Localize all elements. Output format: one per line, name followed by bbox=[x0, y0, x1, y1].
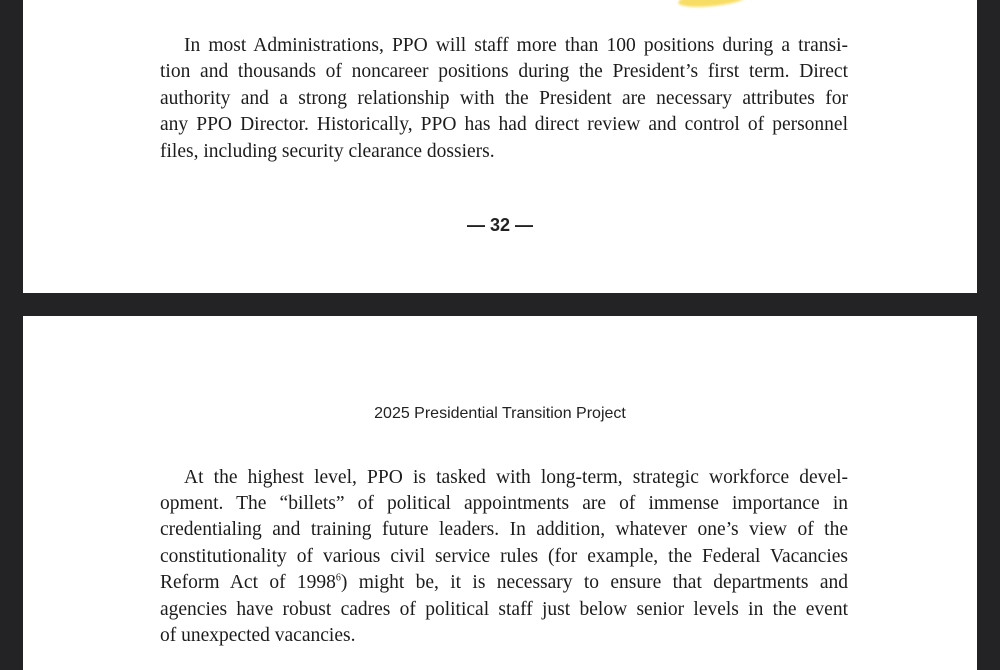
line-start: Reform Act of 1998 bbox=[160, 572, 336, 593]
paragraph-line: In most Administrations, PPO will staff more than 100 positions during a transi- bbox=[184, 35, 848, 56]
paragraph-line: constitutionality of various civil service rules (for example, the Federal Vacancies bbox=[160, 546, 848, 567]
paragraph-line: authority and a strong relationship with the President are necessary attributes for bbox=[160, 88, 848, 109]
paragraph-line: any PPO Director. Historically, PPO has had direct review and control of personnel bbox=[160, 114, 848, 135]
highlight-mark bbox=[677, 0, 748, 10]
line-end: ) might be, it is necessary to ensure that departments and bbox=[340, 572, 849, 593]
paragraph-line: opment. The “billets” of political appointments are of immense importance in bbox=[160, 493, 848, 514]
paragraph-line bbox=[160, 570, 848, 596]
paragraph-line: At the highest level, PPO is tasked with long-term, strategic workforce devel- bbox=[184, 467, 848, 488]
paragraph-line: files, including security clearance dossiers. bbox=[160, 141, 495, 162]
paragraph-line: tion and thousands of noncareer positions during the President’s first term. Direct bbox=[160, 61, 848, 82]
page-32 bbox=[23, 0, 977, 293]
page-33 bbox=[23, 316, 977, 670]
paragraph-line: of unexpected vacancies. bbox=[160, 625, 356, 646]
paragraph-line: credentialing and training future leaders. In addition, whatever one’s view of the bbox=[160, 519, 848, 540]
paragraph-line: agencies have robust cadres of political staff just below senior levels in the event bbox=[160, 599, 848, 620]
footnote-reference[interactable]: 6 bbox=[335, 572, 341, 584]
page-number: — 32 — bbox=[466, 215, 534, 235]
running-header: 2025 Presidential Transition Project bbox=[374, 405, 626, 422]
